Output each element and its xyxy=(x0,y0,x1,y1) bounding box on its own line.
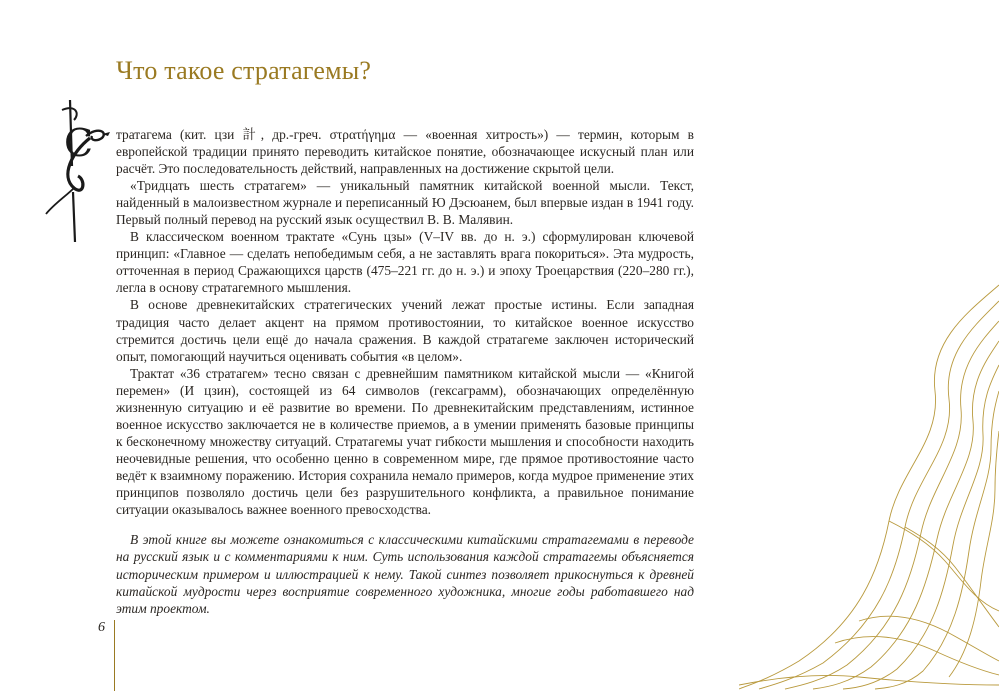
page-title: Что такое стратагемы? xyxy=(116,56,372,85)
intro-italic-paragraph: В этой книге вы можете ознакомиться с классическими китайскими стратагемами в переводе на русский язык и с комментариями к ним. Суть использования каждой стратагемы объясняется историческим примером и иллюстрацией к нему. Такой синтез позволяет прикоснуться к древней китайской мудрости через восприятие современного художника, многие годы работавшего над этим проектом. xyxy=(116,532,694,617)
mountain-line-art xyxy=(739,281,999,691)
body-text xyxy=(116,126,694,518)
drop-cap-letter: С xyxy=(64,121,94,165)
page-number: 6 xyxy=(98,620,105,635)
paragraph: «Тридцать шесть стратагем» — уникальный памятник китайской военной мысли. Текст, найденный в малоизвестном журнале и переписанный Ю Дэсюанем, был впервые издан в 1941 году. Первый полный перевод на русский язык осуществил В. В. Малявин. xyxy=(116,178,694,228)
paragraph: В классическом военном трактате «Сунь цзы» (V–IV вв. до н. э.) сформулирован ключевой принцип: «Главное — сделать непобедимым себя, а не заставлять врага покориться». Эта мудрость, отточенная в период Сражающихся царств (475–221 гг. до н. э.) и эпоху Троецарствия (220–280 гг.), легла в основу стратагемного мышления. xyxy=(116,229,694,296)
margin-rule xyxy=(114,620,115,691)
paragraph: В основе древнекитайских стратегических учений лежат простые истины. Если западная традиция часто делает акцент на прямом противостоянии, то китайское военное искусство стремится достичь цели ещё до начала сражения. В каждой стратагеме заключен исторический опыт, помогающий научиться оценивать события «в целом». xyxy=(116,297,694,364)
drop-cap-calligraphy xyxy=(40,96,120,246)
paragraph: Трактат «36 стратагем» тесно связан с древнейшим памятником китайской мысли — «Книгой перемен» (И цзин), состоящей из 64 символов (гексаграмм), обозначающих определённую жизненную ситуацию и её развитие во времени. По древнекитайским представлениям, истинное военное искусство заключается не в количестве приемов, а в умении применять базовые принципы к бесконечному множеству ситуаций. Стратагемы учат гибкости мышления и способности находить неочевидные решения, что особенно ценно в современном мире, где прямое противостояние часто ведёт к взаимному поражению. История сохранила немало примеров, когда мудрое применение этих принципов позволяло достичь цели без разрушительного конфликта, а правильное понимание ситуации оказывалось важнее военного превосходства. xyxy=(116,365,694,518)
paragraph: тратагема (кит. цзи 計, др.-греч. στρατήγημα — «военная хитрость») — термин, которым в европейской традиции принято переводить китайское понятие, обозначающее искусный план или расчёт. Это последовательность действий, направленных на достижение скрытой цели. xyxy=(116,127,694,177)
